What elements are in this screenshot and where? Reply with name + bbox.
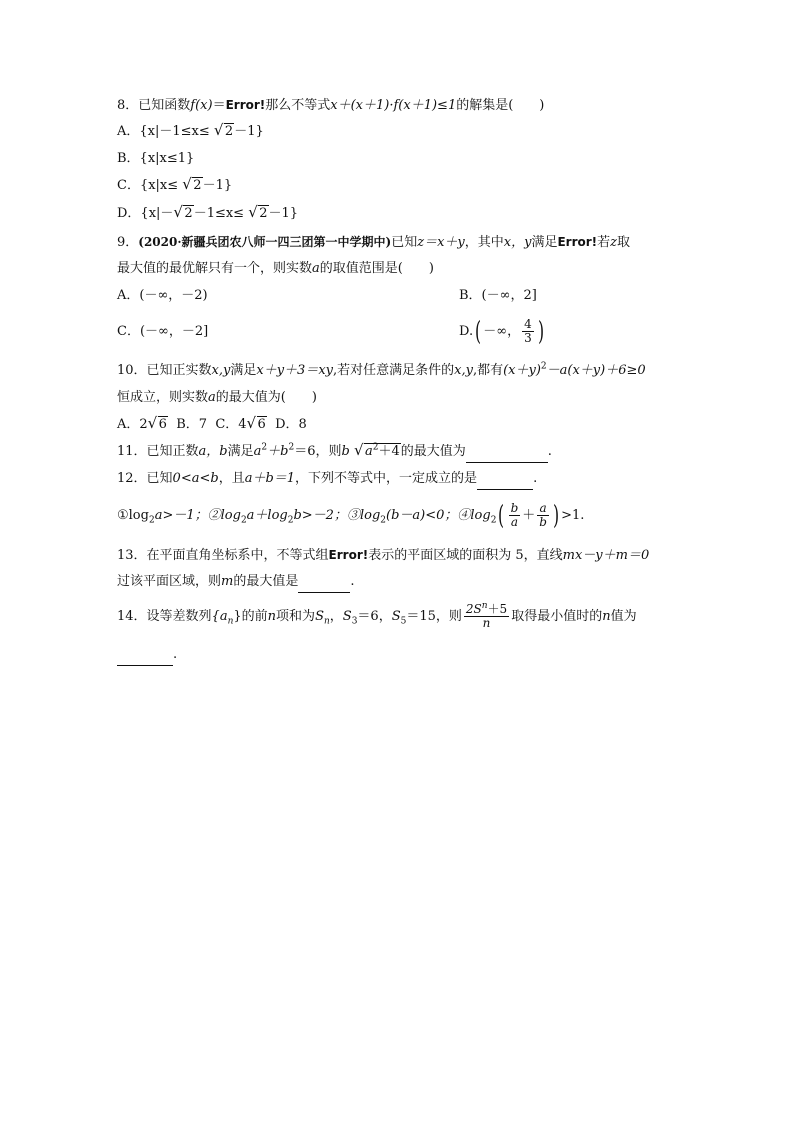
q10-eq: x＋y＋3＝xy [256,363,333,378]
q12-sub: 2 [287,515,294,526]
sqrt-symbol [354,441,401,463]
q11-sup: 2 [261,442,268,453]
q9-text: 已知 [391,235,418,250]
q12-stmt: a>－1；②log [154,508,241,523]
q14-s3: S [342,609,352,624]
q13-text: 过该平面区域，则 [117,574,222,589]
question-8-option-d [117,203,694,225]
q14-end: . [173,647,178,662]
q12-sub: 2 [490,515,497,526]
q12-stmt: ①log [117,508,149,523]
q11-vars: a，b [198,444,228,459]
q9-text: 的取值范围是( ) [319,261,434,276]
right-paren: ) [537,316,544,347]
q14-sub: 3 [351,616,358,627]
q14-frac-sup: n [481,601,488,611]
question-13-stem [117,544,694,566]
q10-xy: x,y [454,363,473,378]
q14-s5: S [391,609,401,624]
q11-rad-sup: 2 [372,442,379,453]
q10-text: 恒成立，则实数 [117,390,209,405]
q14-text: ， [329,609,343,624]
q14-frac-num: 2S [465,602,482,616]
q9-number: 9． [117,235,139,250]
q8-text: 8．已知函数 [117,98,191,113]
q12-stmt: (b－a)<0；④log [386,508,491,523]
q10-var-a: a [208,390,216,405]
q14-s3-val: ＝6， [357,609,392,624]
q14-text: 14．设等差数列 [117,609,212,624]
q14-sub: n [323,616,330,627]
fraction [464,603,509,630]
q12-end: >1. [561,508,585,523]
q8-c-prefix: C．{x|x≤ [117,178,179,193]
q8-d-suffix: －1} [268,206,299,221]
q8-a-prefix: A．{x|－1≤x≤ [117,124,210,139]
q9-d-prefix: D. [459,324,474,339]
answer-blank[interactable] [466,448,548,463]
q11-sup: 2 [288,442,295,453]
q14-text: 值为 [610,609,637,624]
q14-text: 的前 [241,609,268,624]
sqrt-symbol: √ 2 [248,203,268,225]
question-8-stem [117,94,694,116]
question-12-statements [117,500,694,532]
q14-sn: S [315,609,324,624]
question-13-stem-line2 [117,571,694,593]
q10-text: 满足 [230,363,257,378]
q12-end: . [533,471,538,486]
question-8-option-b [117,148,694,170]
q9-option-d [459,316,546,348]
q14-text: 项和为 [276,609,316,624]
q11-eq: a [253,444,262,459]
q8-d-prefix: D．{x|－ [117,206,174,221]
q10-sup: 2 [540,361,547,372]
q10-option-d: D．8 [275,417,307,432]
q12-sub: 2 [148,515,155,526]
q14-s5-val: ＝15，则 [406,609,462,624]
q14-sub: 5 [400,616,407,627]
question-10-options [117,414,694,436]
question-9-options-cd [117,316,694,348]
question-10-stem-line2 [117,387,694,409]
q8-fx: f(x) [190,98,213,113]
q13-end: . [350,574,355,589]
q10-ineq: －a(x＋y)＋6≥0 [546,363,646,378]
q12-sub: 2 [380,515,386,526]
q9-option-a: A．(－∞，－2) [117,288,208,303]
q9-source: (2020·新疆兵团农八师一四三团第一中学期中) [138,235,392,249]
q8-text-suffix: 的解集是( ) [456,98,545,113]
q9-xy: x，y [503,235,532,250]
q10-text: ,若对任意满足条件的 [333,363,455,378]
sqrt-symbol: √ 2 [173,203,193,225]
q10-option-a: A．2 [117,417,148,432]
q11-text: 满足 [227,444,254,459]
q12-text: ，且 [218,471,245,486]
q11-eq-end: ＝6，则 [294,444,342,459]
q9-error: Error! [557,235,598,249]
q8-text-mid: 那么不等式 [265,98,331,113]
answer-blank[interactable] [477,475,533,490]
q12-stmt: a＋log [246,508,288,523]
sqrt-symbol: √ 6 [247,414,267,436]
q11-text: 11．已知正数 [117,444,199,459]
q12-text: 12．已知 [117,471,173,486]
fraction: $\frac{4}{3}$ [524,317,532,345]
q10-option-b: B．7 [176,417,208,432]
q9-z: z [610,235,618,250]
q13-line-eq: mx－y＋m＝0 [562,548,650,563]
q8-error: Error! [225,98,266,112]
q9-z-expr: z＝x＋y [417,235,465,250]
q11-rad-a: a [364,444,373,459]
sqrt-symbol: √ 2 [182,175,202,197]
q14-frac-num: ＋5 [487,602,508,616]
q14-sub: n [227,616,234,627]
q8-eq: ＝ [212,98,226,113]
answer-blank[interactable] [298,578,350,593]
q14-text: 取得最小值时的 [511,609,603,624]
question-9-stem [117,231,694,253]
question-12-stem [117,468,694,490]
q13-var-m: m [221,574,234,589]
question-11 [117,441,694,463]
q14-seq: {a [211,609,228,624]
question-14-stem [117,600,694,634]
left-paren: ( [475,316,482,347]
q9-text: 最大值的最优解只有一个，则实数 [117,261,313,276]
q10-ineq: (x＋y) [503,363,541,378]
question-9-options-ab [117,285,694,307]
q12-plus: ＋ [522,508,536,523]
q9-option-c: C．(－∞，－2] [117,324,209,339]
q8-b-text: B．{x|x≤1} [117,151,195,166]
q9-var-a: a [312,261,320,276]
question-8-option-a [117,121,694,143]
q12-sub: 2 [240,515,247,526]
q11-var-b: b [341,444,350,459]
q14-frac-den: n [482,616,491,630]
question-10-stem [117,360,694,382]
q9-text: ，其中 [464,235,504,250]
question-8-option-c [117,175,694,197]
q11-text: 的最大值为 [400,444,466,459]
answer-blank[interactable] [117,651,173,666]
q11-end: . [547,444,552,459]
q12-stmt: b>－2；③log [293,508,381,523]
q11-eq: ＋b [267,444,289,459]
q14-var-n: n [267,609,277,624]
q9-text: 满足 [531,235,558,250]
sqrt-symbol: √ 2 [214,121,234,143]
fraction: $\frac{a}{b}$ [539,501,547,529]
q9-option-b: B．(－∞，2] [459,288,537,303]
q13-text: 的最大值是 [233,574,299,589]
q14-var-n: n [602,609,611,624]
q12-text: ，下列不等式中，一定成立的是 [295,471,478,486]
q10-xy: x,y [211,363,231,378]
left-paren: ( [498,500,505,531]
q13-text: 13．在平面直角坐标系中，不等式组 [117,548,329,563]
q10-text: ,都有 [472,363,504,378]
q10-text: 10．已知正实数 [117,363,212,378]
right-paren: ) [553,500,560,531]
question-14-answer-line [117,644,694,666]
q10-text: 的最大值为( ) [215,390,317,405]
q8-d-mid: －1≤x≤ [193,206,245,221]
q14-seq-end: } [233,609,242,624]
question-9-stem-line2 [117,258,694,280]
q13-text: 表示的平面区域的面积为 5，直线 [368,548,563,563]
sqrt-symbol: √ 6 [148,414,168,436]
q12-cond: 0<a<b [172,471,219,486]
q13-error: Error! [328,548,369,562]
q8-inequality: x＋(x＋1)·f(x＋1)≤1 [330,98,457,113]
q9-text: 取 [617,235,631,250]
q11-rad-b: ＋4 [378,444,400,459]
fraction: $\frac{b}{a}$ [510,501,519,529]
q9-d-inner: －∞， [483,324,521,339]
q10-option-c: C．4 [215,417,247,432]
q9-text: 若 [597,235,611,250]
q12-eq: a＋b＝1 [244,471,296,486]
q8-c-suffix: －1} [202,178,233,193]
q8-a-suffix: －1} [234,124,264,139]
